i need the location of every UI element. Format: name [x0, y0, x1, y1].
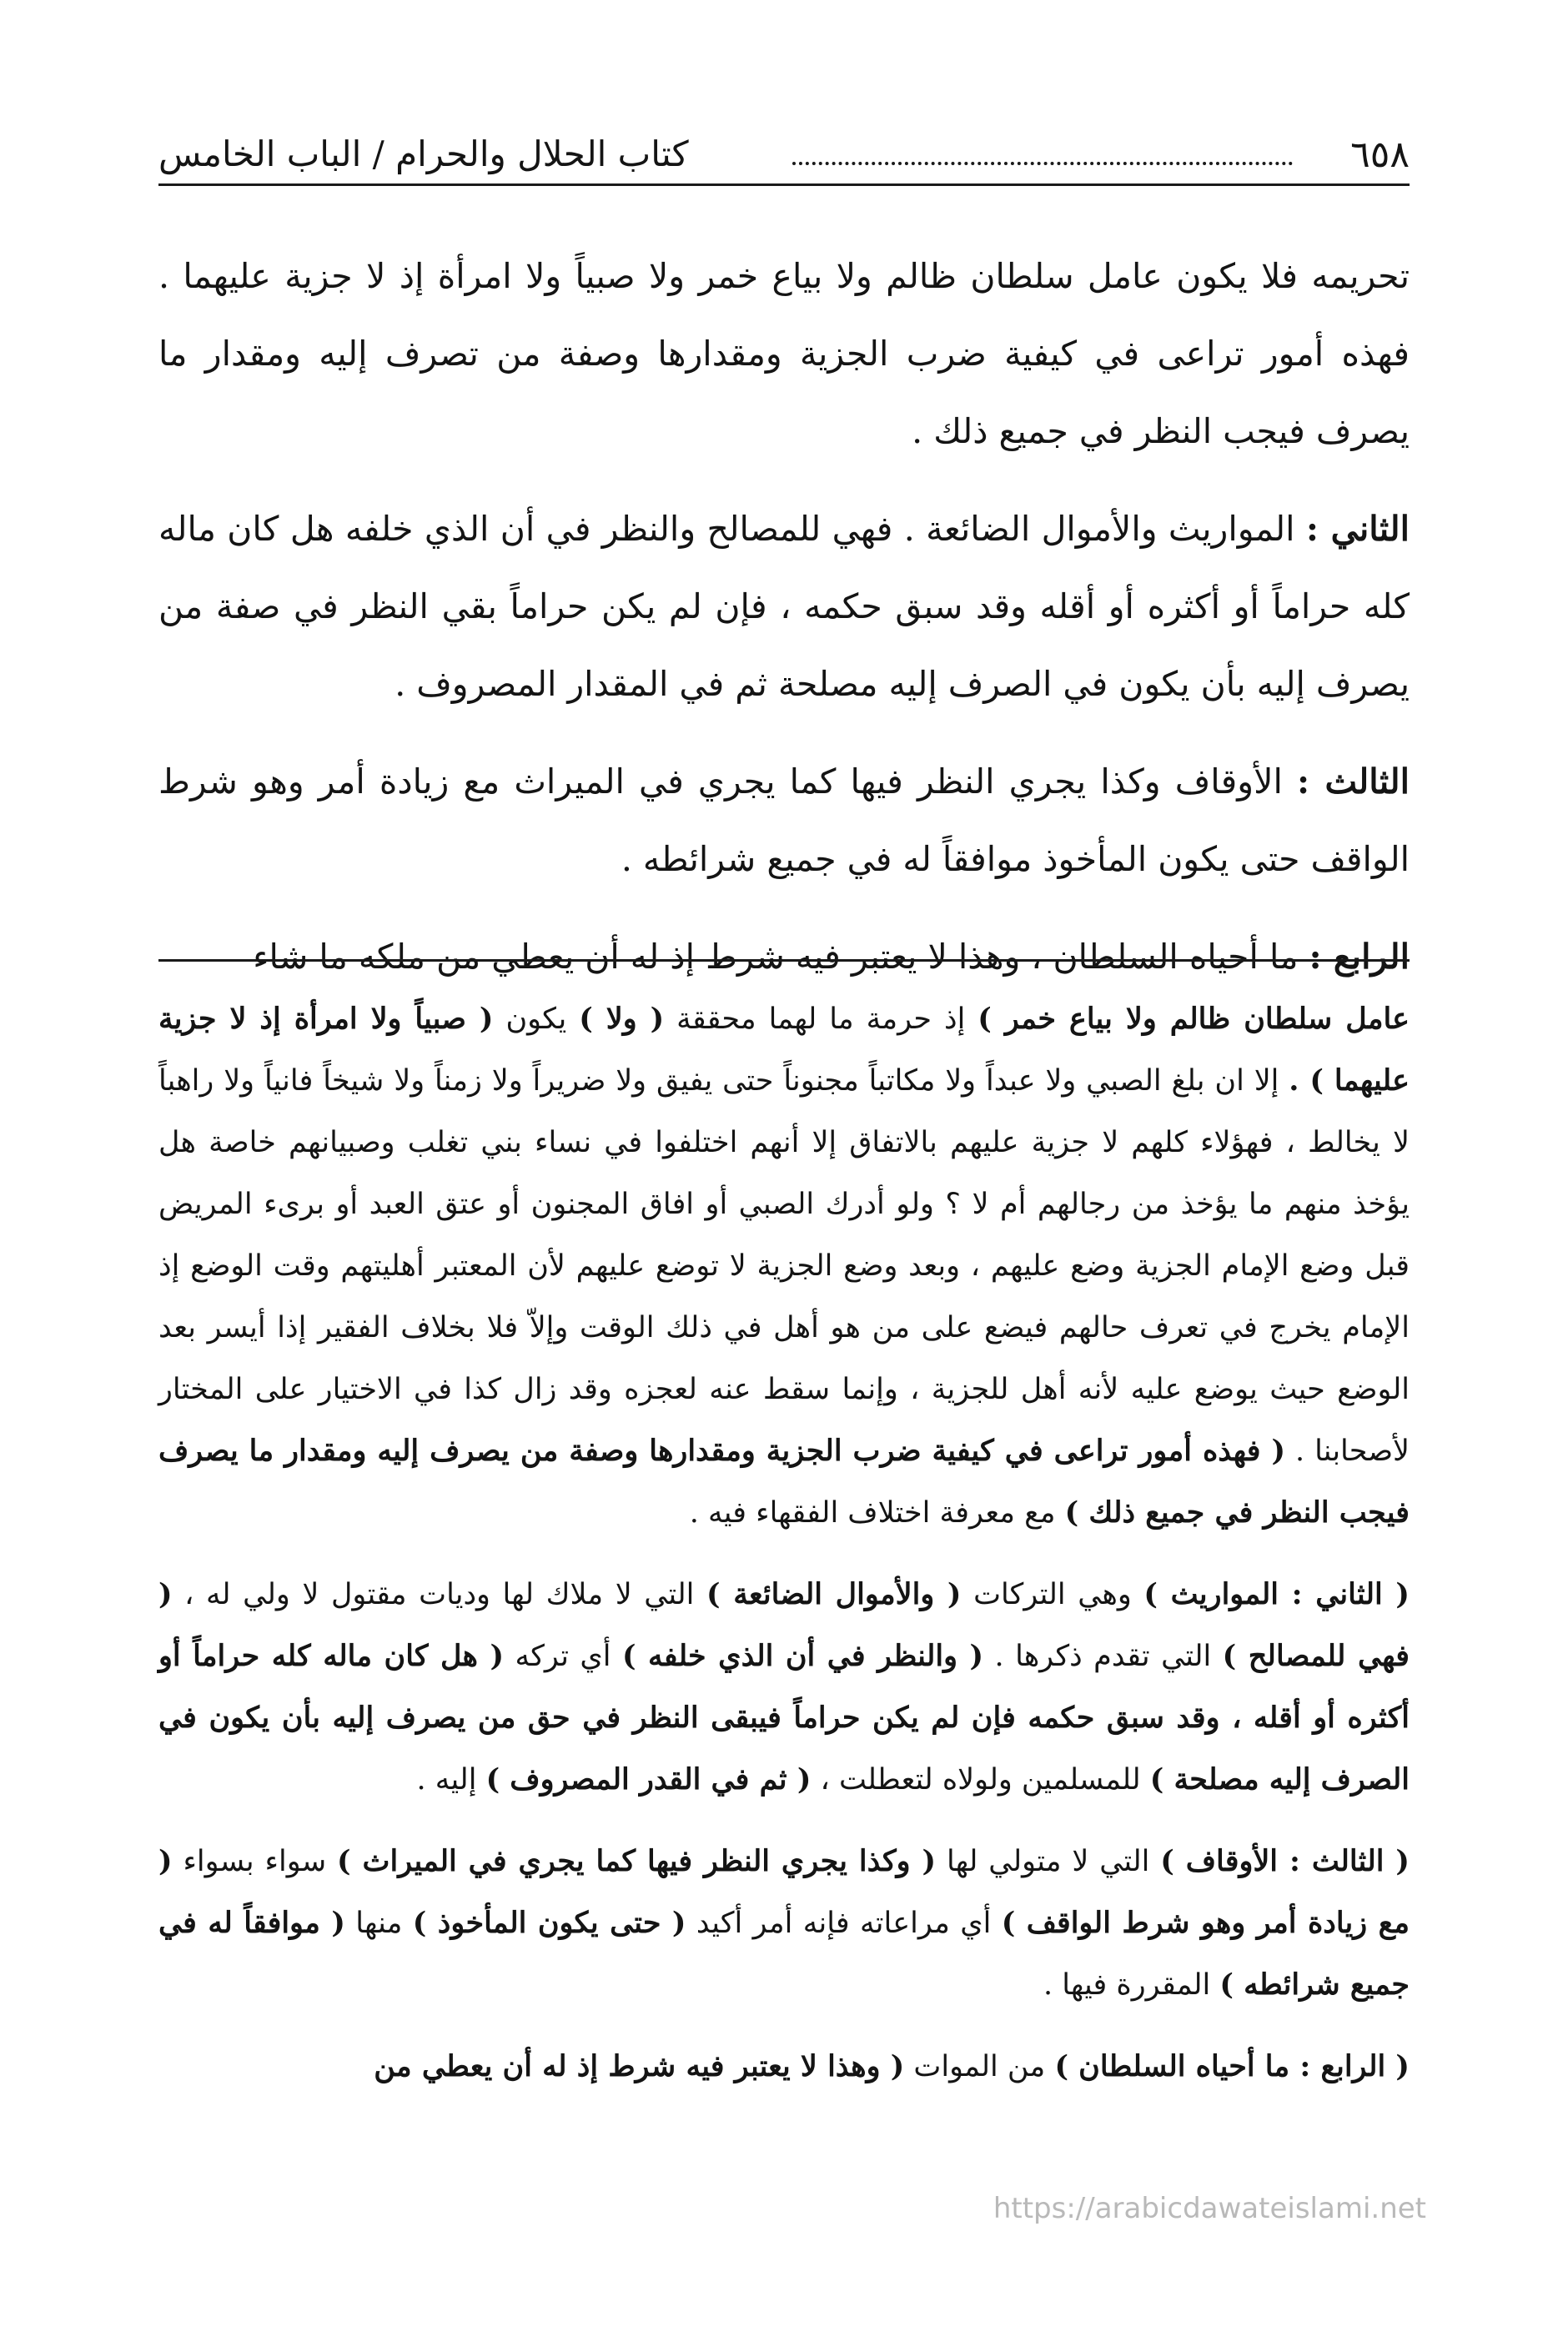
commentary-text: التي لا متولي لها	[936, 1845, 1161, 1878]
section-label-second: الثاني :	[1305, 509, 1410, 549]
main-paragraph-2	[158, 490, 1410, 723]
commentary-quote: ( هل كان ماله كله حراماً أو أكثره أو أقله ، وقد سبق حكمه فإن لم يكن حراماً فيبقى النظر في حق من يصرف إليه بأن يكون في الصرف إليه مصلحة )	[158, 1639, 1410, 1797]
commentary-text: التي تقدم ذكرها .	[983, 1640, 1223, 1673]
main-paragraph-1: تحريمه فلا يكون عامل سلطان ظالم ولا بياع خمر ولا صبياً ولا امرأة إذ لا جزية عليهما . فهذه أمور تراعى في كيفية ضرب الجزية ومقدارها وصفة من تصرف إليه ومقدار ما يصرف فيجب النظر في جميع ذلك .	[158, 256, 1410, 451]
commentary	[158, 988, 1410, 2118]
main-paragraph-2-text: المواريث والأموال الضائعة . فهي للمصالح والنظر في أن الذي خلفه هل كان ماله كله حراماً أو أكثره أو أقله وقد سبق حكمه ، فإن لم يكن حراماً بقي النظر في صفة من يصرف إليه بأن يكون في الصرف إليه مصلحة ثم في المقدار المصروف .	[158, 509, 1410, 704]
main-paragraph-4-text: ما أحياه السلطان ، وهذا لا يعتبر فيه شرط إذ له أن يعطي من ملكه ما شاء	[253, 937, 1309, 977]
main-paragraph-3-text: الأوقاف وكذا يجري النظر فيها كما يجري في الميراث مع زيادة أمر وهو شرط الواقف حتى يكون المأخوذ موافقاً له في جميع شرائطه .	[158, 761, 1410, 879]
main-paragraph-3	[158, 743, 1410, 898]
main-paragraph-4	[158, 918, 1410, 996]
watermark-url: https://arabicdawateislami.net	[993, 2192, 1426, 2225]
commentary-text: من الموات	[904, 2050, 1055, 2083]
commentary-text: يكون	[493, 1003, 580, 1036]
commentary-paragraph-2	[158, 1564, 1410, 1811]
commentary-quote: ( صبياً ولا امرأة إذ لا جزية عليهما ) .	[158, 1002, 1410, 1098]
header-dotted-leader	[792, 162, 1293, 165]
running-title: كتاب الحلال والحرام / الباب الخامس	[158, 133, 689, 174]
commentary-quote: ( ثم في القدر المصروف )	[485, 1762, 812, 1797]
page-header	[158, 125, 1410, 186]
commentary-quote: ( فهي للمصالح )	[158, 1577, 1410, 1673]
commentary-quote: ( الرابع : ما أحياه السلطان )	[1054, 2049, 1410, 2083]
commentary-paragraph-1	[158, 988, 1410, 1544]
commentary-text: المقررة فيها .	[1043, 1968, 1220, 2002]
commentary-divider	[158, 959, 1410, 962]
commentary-text: مع معرفة اختلاف الفقهاء فيه .	[689, 1496, 1065, 1530]
page-number: ٦٥٨	[1350, 133, 1410, 176]
commentary-text: إليه .	[416, 1763, 486, 1797]
commentary-quote: ( الثاني : المواريث )	[1143, 1577, 1410, 1611]
section-label-fourth: الرابع :	[1309, 937, 1410, 977]
commentary-quote: ( موافقاً له في جميع شرائطه )	[158, 1906, 1410, 2002]
commentary-paragraph-4	[158, 2036, 1410, 2098]
main-text	[158, 238, 1410, 1016]
commentary-text: أي تركه	[504, 1640, 622, 1673]
section-label-third: الثالث :	[1296, 761, 1410, 802]
commentary-quote: عامل سلطان ظالم ولا بياع خمر )	[977, 1002, 1410, 1036]
commentary-text: إلا ان بلغ الصبي ولا عبداً ولا مكاتباً مجنوناً حتى يفيق ولا ضريراً ولا زمناً ولا شيخاً فانياً ولا راهباً لا يخالط ، فهؤلاء كلهم لا جزية عليهم بالاتفاق إلا أنهم اختلفوا في نساء بني تغلب وصبيانهم خاصة هل يؤخذ منهم ما يؤخذ من رجالهم أم لا ؟ ولو أدرك الصبي أو افاق المجنون أو عتق العبد أو برىء المريض قبل وضع الإمام الجزية وضع عليهم ، وبعد وضع الجزية لا توضع عليهم لأن المعتبر أهليتهم وقت الوضع إذ الإمام يخرج في تعرف حالهم فيضع على من هو أهل في ذلك الوقت وإلاّ فلا بخلاف الفقير إذا أيسر بعد الوضع حيث يوضع عليه لأنه أهل للجزية ، وإنما سقط عنه لعجزه وقد زال كذا في الاختيار على المختار لأصحابنا .	[158, 1064, 1410, 1468]
commentary-paragraph-3	[158, 1831, 1410, 2016]
commentary-quote: ( والنظر في أن الذي خلفه )	[621, 1639, 984, 1673]
commentary-quote: ( فهذه أمور تراعى في كيفية ضرب الجزية ومقدارها وصفة من يصرف إليه ومقدار ما يصرف فيجب النظر في جميع ذلك )	[158, 1434, 1410, 1530]
commentary-text: سواء بسواء	[172, 1845, 338, 1878]
commentary-quote: ( حتى يكون المأخوذ )	[412, 1906, 686, 1940]
commentary-text: إذ حرمة ما لهما محققة	[664, 1003, 978, 1036]
commentary-quote: ( مع زيادة أمر وهو شرط الواقف )	[158, 1844, 1410, 1940]
commentary-quote: ( الثالث : الأوقاف )	[1160, 1844, 1410, 1878]
commentary-quote: ( والأموال الضائعة )	[706, 1577, 962, 1611]
commentary-quote: ( وكذا يجري النظر فيها كما يجري في الميراث )	[337, 1844, 937, 1878]
commentary-quote: ( وهذا لا يعتبر فيه شرط إذ له أن يعطي من	[374, 2049, 905, 2083]
commentary-text: منها	[344, 1907, 413, 1940]
commentary-quote: ( ولا )	[579, 1002, 665, 1036]
commentary-text: التي لا ملاك لها وديات مقتول لا ولي له ،	[172, 1578, 706, 1611]
commentary-text: وهي التركات	[961, 1578, 1144, 1611]
commentary-text: للمسلمين ولولاه لتعطلت ،	[811, 1763, 1150, 1797]
commentary-text: أي مراعاته فإنه أمر أكيد	[686, 1907, 1002, 1940]
